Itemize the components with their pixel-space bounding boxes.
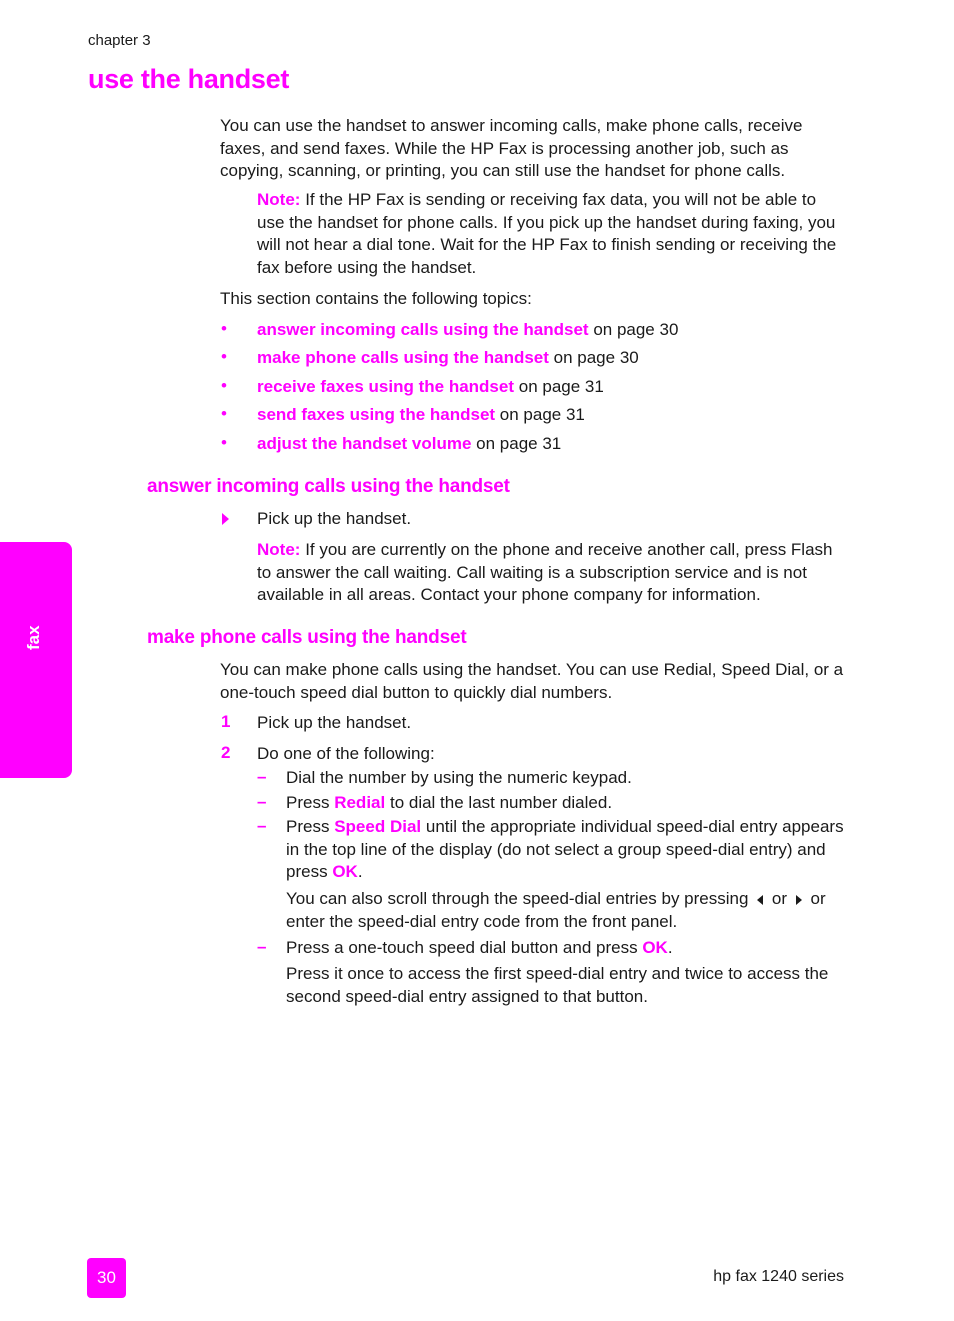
text: until the appropriate individual speed-dial entry appears in the top line of the display (do not select a group speed-dial entry) and press	[286, 817, 844, 882]
topic-link-answer[interactable]: answer incoming calls using the handset	[257, 320, 589, 339]
topic-item	[257, 376, 604, 398]
step-number: 1	[221, 712, 231, 731]
step-number: 2	[221, 743, 231, 762]
section-heading-answer: answer incoming calls using the handset	[147, 476, 510, 497]
product-name: hp fax 1240 series	[713, 1268, 844, 1285]
page-title: use the handset	[88, 64, 290, 94]
text: or enter the speed-dial entry code from the front panel.	[286, 889, 826, 931]
sub-step-redial	[286, 792, 612, 815]
topic-bullet: •	[221, 347, 227, 366]
ok-key: OK	[332, 862, 358, 882]
topic-item	[257, 433, 561, 455]
make-step-2: Do one of the following:	[257, 744, 435, 763]
topic-page: on page 30	[593, 320, 679, 339]
dash-marker: –	[257, 792, 267, 811]
right-arrow-icon	[796, 895, 802, 905]
note-2-label: Note:	[257, 540, 301, 559]
make-step-1: Pick up the handset.	[257, 713, 412, 732]
text: to dial the last number dialed.	[389, 793, 613, 812]
side-tab	[0, 542, 72, 778]
note-1-text: If the HP Fax is sending or receiving fax data, you will not be able to use the handset for phone calls. If you pick up the handset during faxing, you will not hear a dial tone. Wait for the HP Fax to finish sending or receiving the fax before using the handset.	[257, 190, 837, 277]
dash-marker: –	[257, 816, 267, 835]
topic-bullet: •	[221, 433, 227, 452]
scroll-paragraph	[286, 888, 846, 933]
topic-page: on page 30	[553, 348, 639, 367]
text: .	[667, 938, 673, 957]
sub-step-keypad: Dial the number by using the numeric keypad.	[286, 768, 632, 787]
left-arrow-icon	[757, 895, 763, 905]
page-number: 30	[87, 1258, 126, 1298]
text: Press	[286, 817, 330, 836]
redial-key: Redial	[334, 793, 386, 812]
topic-item	[257, 319, 678, 341]
note-2-text: If you are currently on the phone and receive another call, press Flash to answer the call waiting. Call waiting is a subscription service and is not available in all areas. Contact your phone company for information.	[257, 540, 833, 605]
text: or	[771, 889, 788, 908]
note-2	[257, 539, 847, 607]
chapter-label: chapter 3	[88, 32, 151, 49]
text: Press a one-touch speed dial button and press	[286, 938, 638, 957]
intro-paragraph: You can use the handset to answer incoming calls, make phone calls, receive faxes, and send faxes. While the HP Fax is processing another job, such as copying, scanning, or printing, you can still use the handset for phone calls.	[220, 116, 803, 181]
sub-step-one-touch	[286, 937, 673, 960]
dash-marker: –	[257, 937, 267, 956]
step-arrow-icon	[222, 513, 229, 525]
topic-item	[257, 347, 639, 369]
topic-bullet: •	[221, 376, 227, 395]
note-1	[257, 189, 847, 279]
topic-link-receive[interactable]: receive faxes using the handset	[257, 377, 514, 396]
section-heading-make: make phone calls using the handset	[147, 627, 467, 648]
text: .	[357, 862, 363, 882]
topic-page: on page 31	[476, 434, 562, 453]
topic-link-volume[interactable]: adjust the handset volume	[257, 434, 472, 453]
answer-step: Pick up the handset.	[257, 509, 412, 528]
topic-bullet: •	[221, 319, 227, 338]
speed-dial-key: Speed Dial	[334, 817, 422, 836]
text: You can also scroll through the speed-dial entries by pressing	[286, 889, 749, 908]
text: Press	[286, 793, 330, 812]
topic-bullet: •	[221, 404, 227, 423]
topic-link-send[interactable]: send faxes using the handset	[257, 405, 496, 424]
make-intro: You can make phone calls using the handset. You can use Redial, Speed Dial, or a one-touch speed dial button to quickly dial numbers.	[220, 660, 844, 702]
topic-link-make[interactable]: make phone calls using the handset	[257, 348, 549, 367]
sub-step-speed-dial	[286, 816, 846, 884]
topic-item	[257, 404, 585, 426]
topic-page: on page 31	[518, 377, 604, 396]
side-tab-label: fax	[24, 625, 43, 650]
topic-page: on page 31	[499, 405, 585, 424]
note-1-label: Note:	[257, 190, 301, 209]
dash-marker: –	[257, 767, 267, 786]
ok-key: OK	[642, 938, 668, 957]
topics-intro: This section contains the following topics:	[220, 289, 532, 308]
one-touch-paragraph: Press it once to access the first speed-dial entry and twice to access the second speed-dial entry assigned to that button.	[286, 964, 829, 1006]
